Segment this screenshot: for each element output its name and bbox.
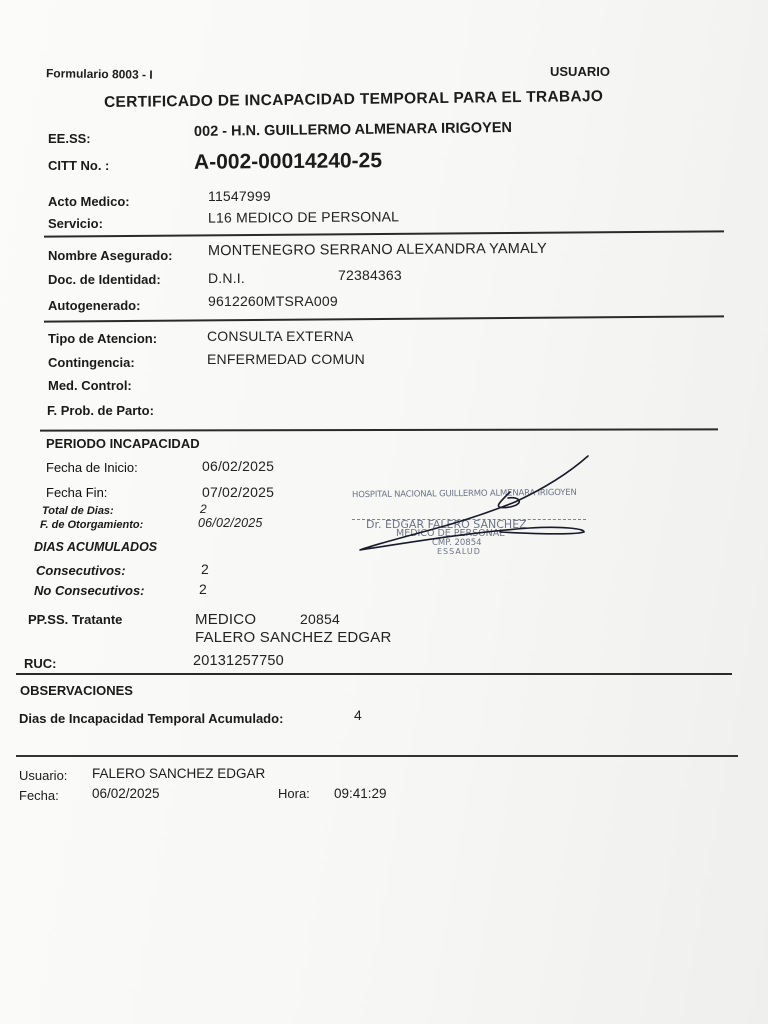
attention-type-value: CONSULTA EXTERNA (207, 328, 354, 344)
treating-label: PP.SS. Tratante (28, 612, 123, 627)
document-title: CERTIFICADO DE INCAPACIDAD TEMPORAL PARA EL TRABAJO (103, 87, 604, 112)
end-date-value: 07/02/2025 (202, 484, 275, 500)
divider-4 (16, 673, 732, 675)
contingency-label: Contingencia: (48, 355, 135, 370)
divider-2 (44, 315, 724, 322)
period-heading: PERIODO INCAPACIDAD (46, 436, 200, 451)
identity-doc-number: 72384363 (338, 267, 402, 283)
end-date-label: Fecha Fin: (46, 485, 108, 500)
stamp-cmp: CMP. 20854 (432, 538, 482, 548)
start-date-value: 06/02/2025 (202, 458, 275, 474)
stamp-org: ESSALUD (437, 547, 481, 556)
footer-user-value: FALERO SANCHEZ EDGAR (92, 766, 266, 781)
total-days-value: 2 (200, 502, 207, 516)
start-date-label: Fecha de Inicio: (46, 460, 138, 475)
stamp-hospital-name: HOSPITAL NACIONAL GUILLERMO ALMENARA IRIGOYEN (351, 487, 577, 501)
divider-1 (44, 230, 724, 237)
medical-act-label: Acto Medico: (48, 194, 130, 209)
divider-5 (16, 755, 738, 757)
ruc-value: 20131257750 (193, 653, 284, 669)
granted-date-label: F. de Otorgamiento: (40, 519, 144, 531)
copy-label: USUARIO (550, 64, 610, 79)
non-consecutive-value: 2 (199, 581, 207, 597)
accumulated-heading: DIAS ACUMULADOS (34, 540, 158, 554)
insured-name-label: Nombre Asegurado: (48, 248, 173, 263)
establishment-label: EE.SS: (48, 131, 91, 146)
autogenerated-label: Autogenerado: (48, 298, 141, 313)
insured-name-value: MONTENEGRO SERRANO ALEXANDRA YAMALY (207, 240, 548, 260)
divider-3 (40, 428, 718, 431)
stamp-doctor-role: MEDICO DE PERSONAL (396, 528, 505, 539)
citt-label: CITT No. : (48, 158, 110, 173)
treating-code: 20854 (300, 611, 340, 627)
treating-role: MEDICO (195, 611, 257, 628)
footer-date-label: Fecha: (19, 788, 59, 803)
birth-date-label: F. Prob. de Parto: (47, 403, 154, 418)
contingency-value: ENFERMEDAD COMUN (207, 351, 365, 367)
service-value: L16 MEDICO DE PERSONAL (207, 208, 400, 226)
identity-doc-label: Doc. de Identidad: (48, 272, 161, 287)
attention-type-label: Tipo de Atencion: (48, 331, 158, 346)
footer-date-value: 06/02/2025 (92, 786, 160, 801)
treating-name: FALERO SANCHEZ EDGAR (195, 629, 392, 646)
accumulated-days-value: 4 (354, 707, 362, 723)
consecutive-value: 2 (201, 561, 209, 577)
footer-user-label: Usuario: (19, 768, 68, 783)
stamp-doctor-name: Dr. EDGAR FALERO SANCHEZ (366, 518, 527, 531)
total-days-label: Total de Dias: (42, 505, 114, 517)
footer-time-value: 09:41:29 (334, 786, 387, 801)
signature-scribble (340, 452, 600, 562)
ruc-label: RUC: (24, 656, 57, 671)
non-consecutive-label: No Consecutivos: (34, 583, 145, 598)
observations-heading: OBSERVACIONES (20, 683, 133, 698)
establishment-value: 002 - H.N. GUILLERMO ALMENARA IRIGOYEN (193, 120, 513, 140)
citt-number: A-002-00014240-25 (193, 149, 383, 174)
medical-act-value: 11547999 (208, 188, 271, 204)
granted-date-value: 06/02/2025 (198, 516, 263, 530)
footer-time-label: Hora: (278, 786, 310, 801)
service-label: Servicio: (48, 216, 103, 231)
identity-doc-type: D.N.I. (208, 270, 245, 286)
accumulated-days-label: Dias de Incapacidad Temporal Acumulado: (19, 711, 284, 726)
medical-control-label: Med. Control: (48, 378, 132, 393)
form-code: Formulario 8003 - I (45, 66, 153, 82)
consecutive-label: Consecutivos: (36, 563, 126, 578)
autogenerated-value: 9612260MTSRA009 (208, 293, 338, 309)
